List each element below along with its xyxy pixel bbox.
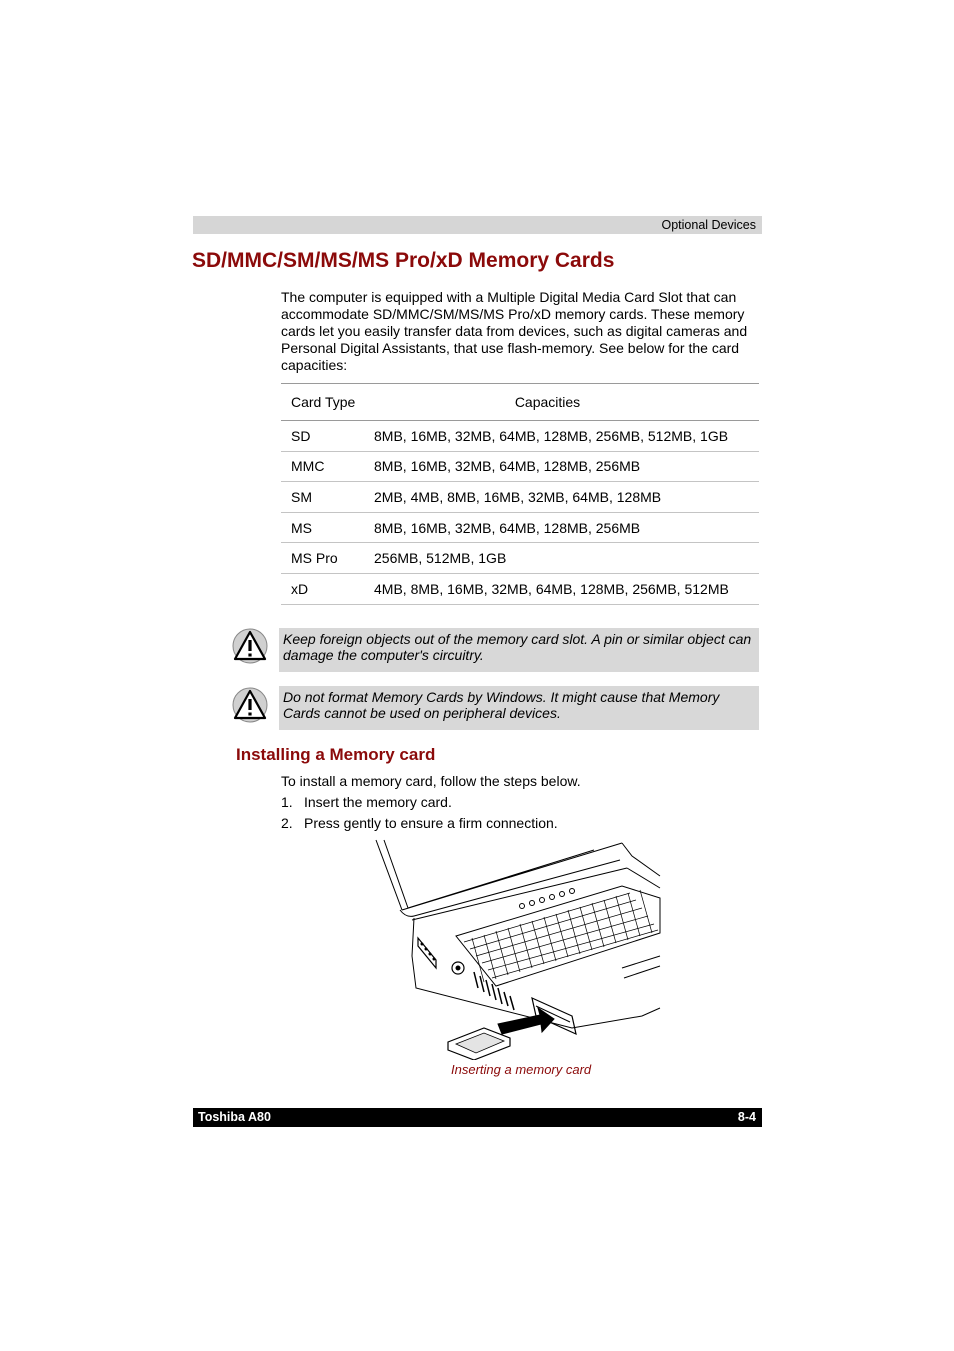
step-number: 2. [281, 815, 293, 831]
caution-note-text: Do not format Memory Cards by Windows. It might cause that Memory Cards cannot be used on peripheral devices. [283, 689, 720, 721]
intro-paragraph: The computer is equipped with a Multiple Digital Media Card Slot that can accommodate SD/MMC/SM/MS/MS Pro/xD memory cards. These memory cards let you easily transfer data from devices, such as digital cameras and Personal Digital Assistants, that use flash-memory. See below for the card capacities: [281, 289, 748, 373]
footer-page-number: 8-4 [737, 1110, 756, 1124]
header-section-label: Optional Devices [661, 218, 756, 232]
footer-model: Toshiba A80 [198, 1110, 271, 1124]
capacities-cell: 4MB, 8MB, 16MB, 32MB, 64MB, 128MB, 256MB, 512MB [364, 573, 759, 604]
step-text: Press gently to ensure a firm connection. [304, 815, 558, 831]
capacities-cell: 8MB, 16MB, 32MB, 64MB, 128MB, 256MB, 512MB, 1GB [364, 421, 759, 452]
page-footer [193, 1108, 762, 1127]
table-header-row [281, 384, 759, 421]
list-item [281, 794, 452, 810]
list-item [281, 815, 558, 831]
caution-icon [232, 628, 268, 664]
capacities-cell: 256MB, 512MB, 1GB [364, 543, 759, 574]
caution-note [279, 628, 759, 672]
table-row [281, 573, 759, 604]
caution-icon [232, 687, 268, 723]
card-type-cell: MS Pro [281, 543, 364, 574]
table-row [281, 451, 759, 482]
header-card-type: Card Type [281, 384, 364, 421]
page-header [193, 216, 762, 234]
header-capacities: Capacities [364, 384, 759, 421]
figure-caption: Inserting a memory card [451, 1062, 592, 1077]
step-number: 1. [281, 794, 293, 810]
card-type-cell: MMC [281, 451, 364, 482]
caution-note [279, 686, 759, 730]
card-type-cell: SD [281, 421, 364, 452]
steps-intro: To install a memory card, follow the steps below. [281, 773, 581, 789]
capacities-cell: 8MB, 16MB, 32MB, 64MB, 128MB, 256MB [364, 451, 759, 482]
table-row [281, 543, 759, 574]
capacity-table [281, 383, 759, 605]
card-type-cell: xD [281, 573, 364, 604]
table-row [281, 482, 759, 513]
capacities-cell: 8MB, 16MB, 32MB, 64MB, 128MB, 256MB [364, 512, 759, 543]
card-type-cell: MS [281, 512, 364, 543]
capacities-cell: 2MB, 4MB, 8MB, 16MB, 32MB, 64MB, 128MB [364, 482, 759, 513]
page-title: SD/MMC/SM/MS/MS Pro/xD Memory Cards [192, 249, 615, 272]
table-row [281, 512, 759, 543]
section-title-installing: Installing a Memory card [236, 745, 436, 764]
caution-note-text: Keep foreign objects out of the memory card slot. A pin or similar object can damage the computer's circuitry. [283, 631, 752, 663]
step-text: Insert the memory card. [304, 794, 452, 810]
card-type-cell: SM [281, 482, 364, 513]
table-row [281, 421, 759, 452]
laptop-memory-card-illustration [372, 838, 662, 1060]
